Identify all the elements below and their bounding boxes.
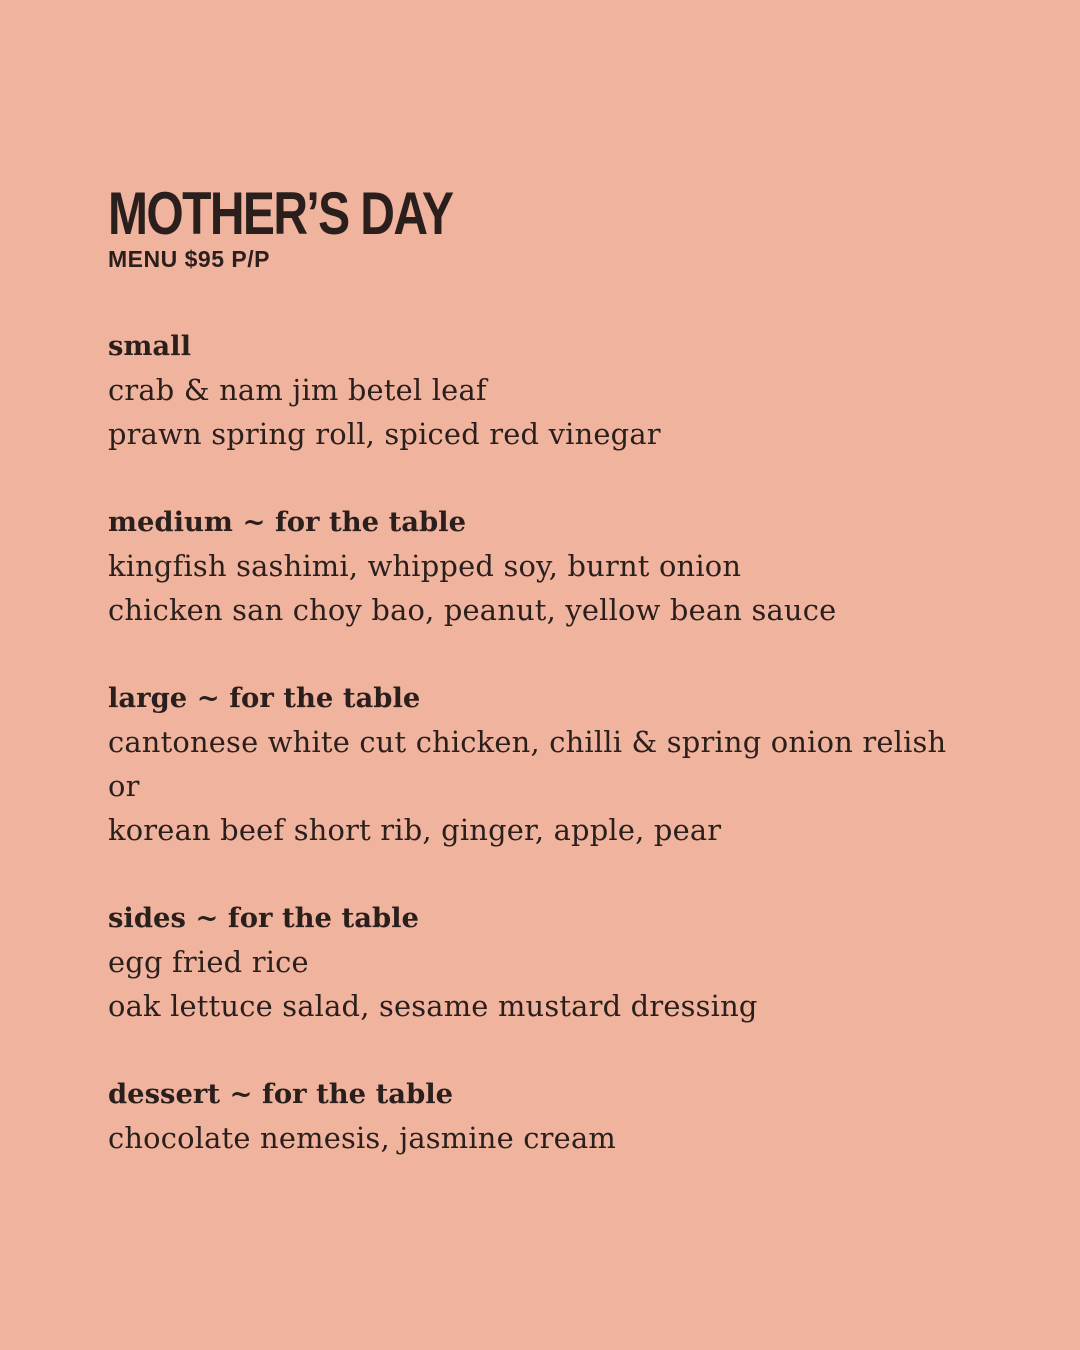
menu-item-or: or: [108, 769, 140, 803]
menu-item: cantonese white cut chicken, chilli & spring onion relish: [108, 725, 947, 759]
menu-item: crab & nam jim betel leaf: [108, 373, 487, 407]
menu-price: MENU $95 P/P: [108, 246, 270, 272]
menu-item: chocolate nemesis, jasmine cream: [108, 1121, 616, 1155]
menu-item: egg fried rice: [108, 945, 309, 979]
section-heading: dessert ~ for the table: [108, 1078, 454, 1110]
menu-item: oak lettuce salad, sesame mustard dressing: [108, 989, 758, 1023]
section-heading: sides ~ for the table: [108, 902, 419, 934]
menu-sections: [108, 324, 1080, 1160]
menu-item: kingfish sashimi, whipped soy, burnt onion: [108, 549, 742, 583]
menu-item: prawn spring roll, spiced red vinegar: [108, 417, 661, 451]
section-dessert: [108, 1072, 1080, 1160]
section-medium: [108, 500, 1080, 632]
section-sides: [108, 896, 1080, 1028]
section-small: [108, 324, 1080, 456]
section-heading: large ~ for the table: [108, 682, 421, 714]
menu-title: MOTHER’S DAY: [108, 180, 453, 247]
menu-item: korean beef short rib, ginger, apple, pear: [108, 813, 722, 847]
section-heading: small: [108, 330, 192, 362]
section-heading: medium ~ for the table: [108, 506, 467, 538]
menu-item: chicken san choy bao, peanut, yellow bean sauce: [108, 593, 837, 627]
section-large: [108, 676, 1080, 852]
